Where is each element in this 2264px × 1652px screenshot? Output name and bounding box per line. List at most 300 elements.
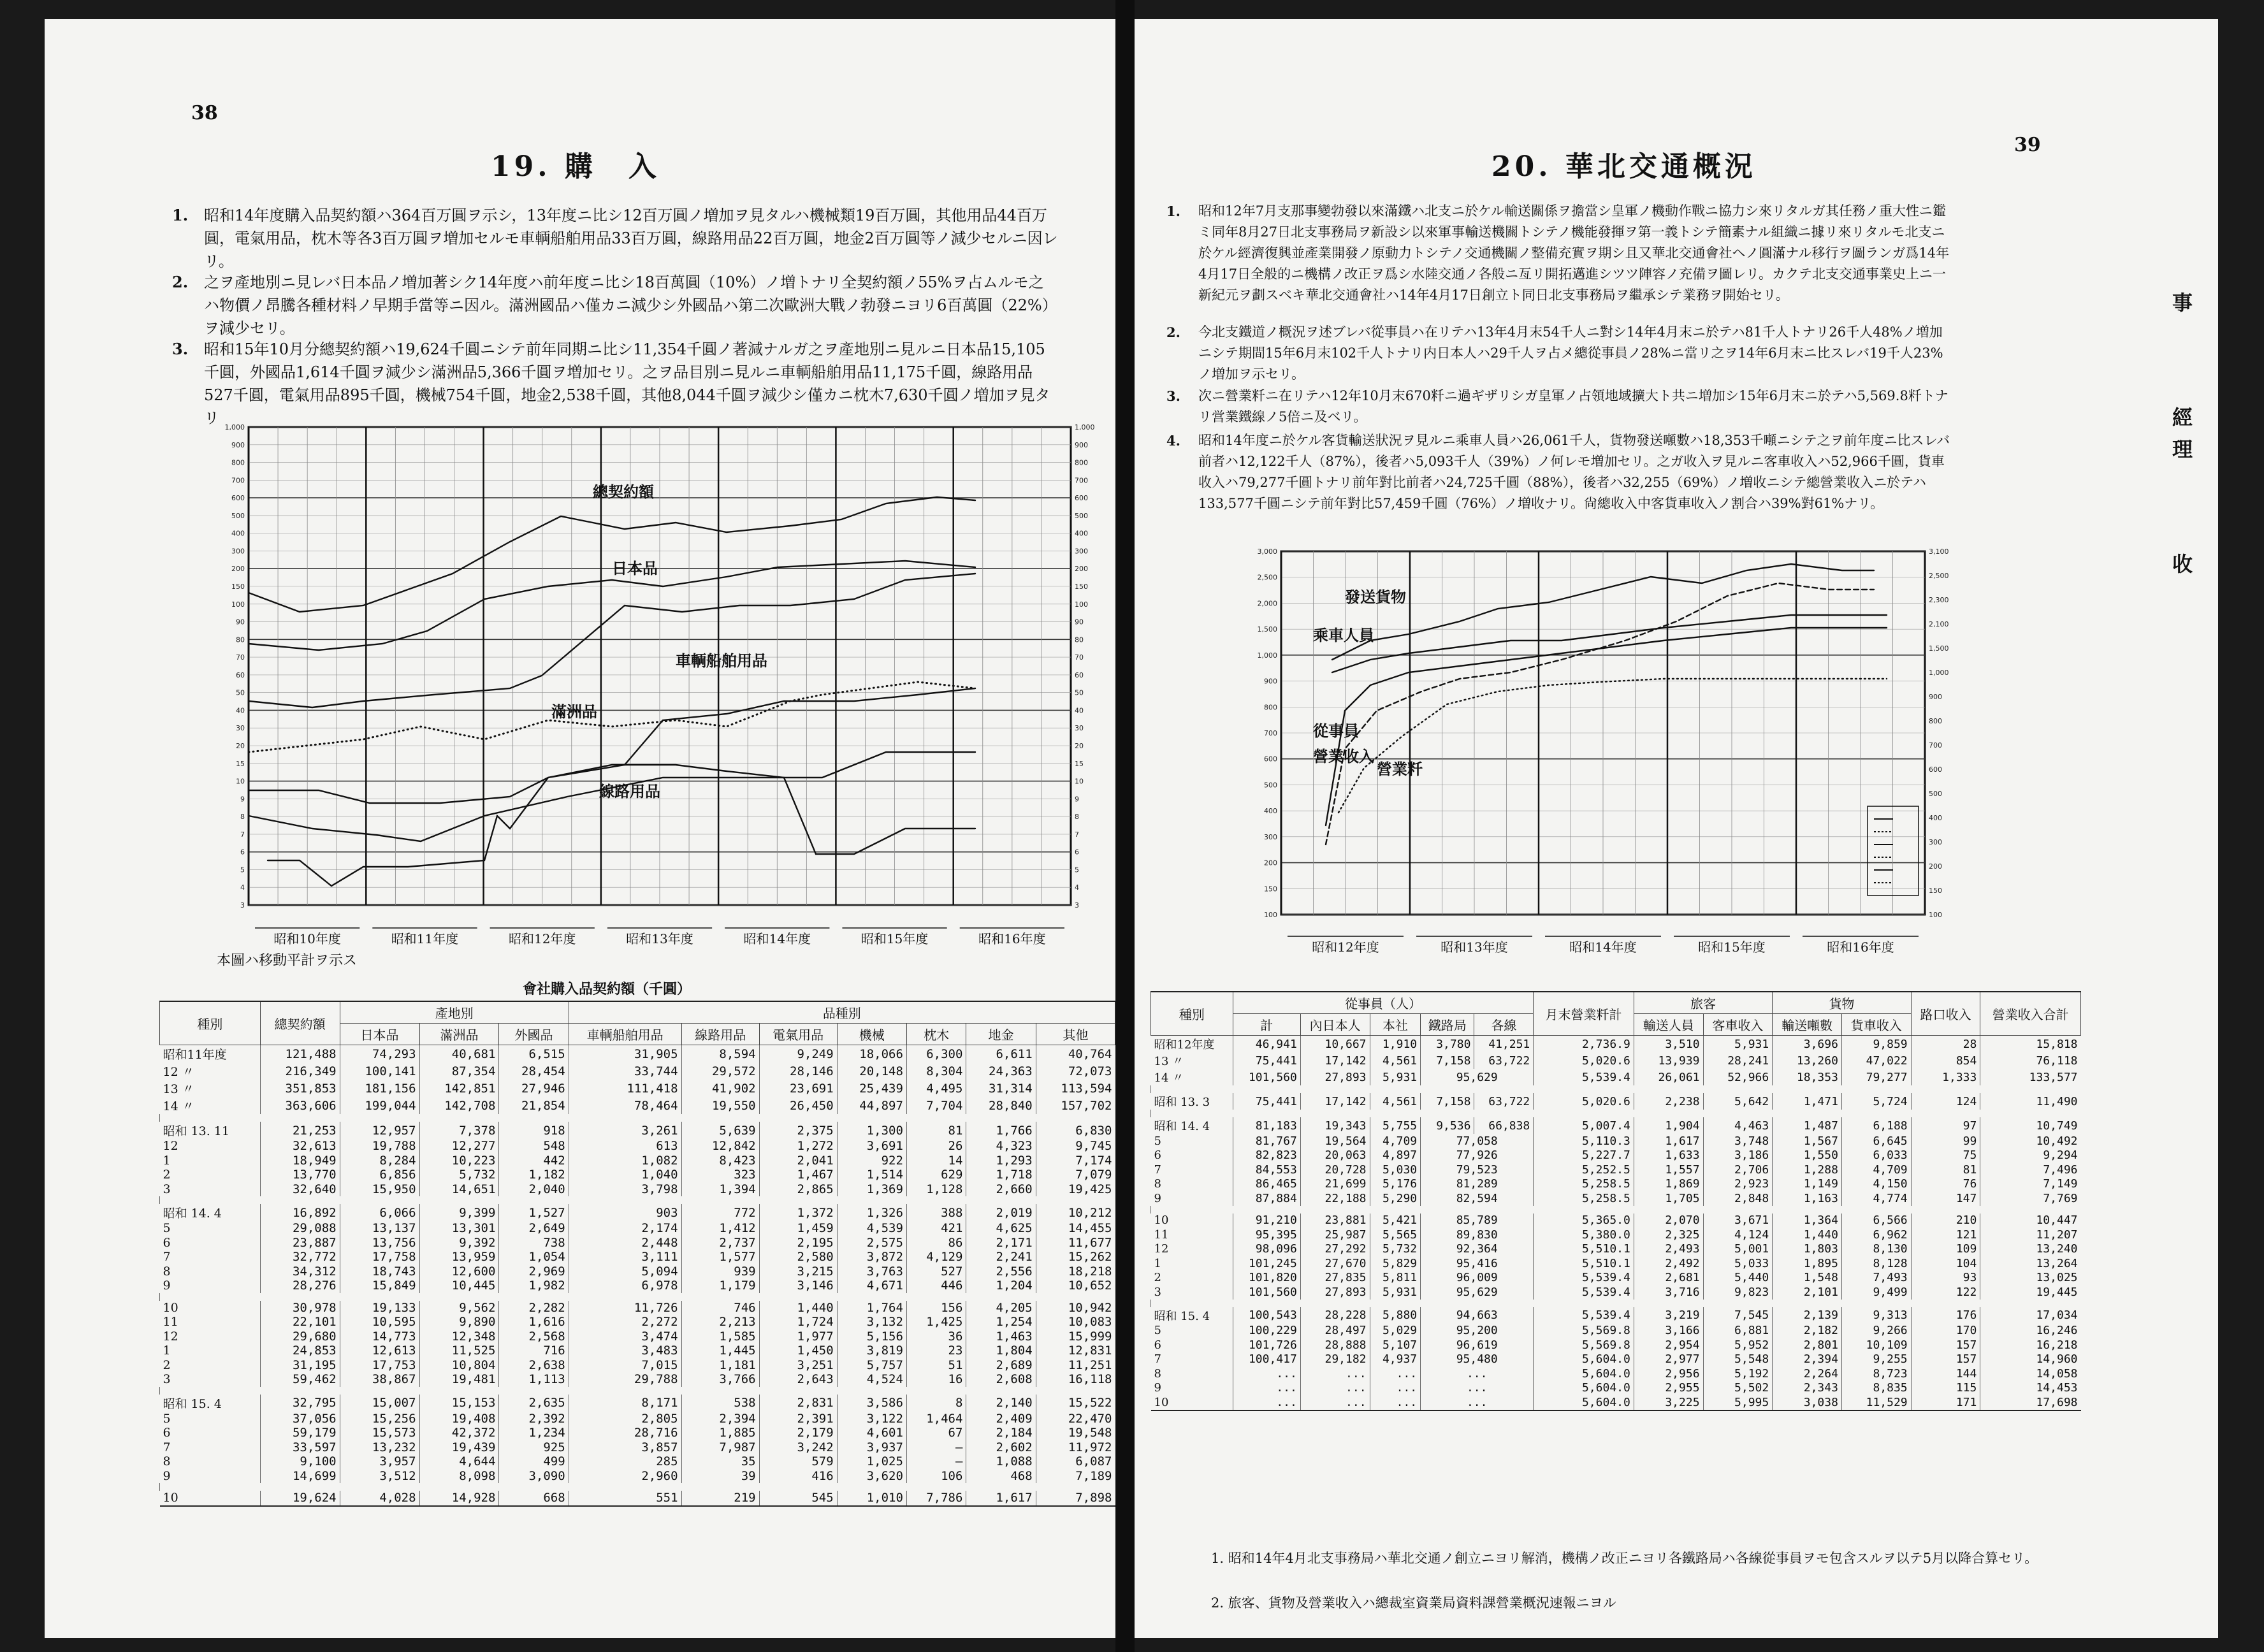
transport-chart — [1217, 545, 2001, 966]
paragraph-number: 3. — [172, 340, 189, 358]
y-tick-right: 300 — [1929, 838, 1942, 846]
y-tick-right: 30 — [1075, 724, 1084, 733]
table-cell: 499 — [499, 1454, 569, 1469]
table-cell: 18,218 — [1036, 1264, 1115, 1279]
row-spacer — [160, 1196, 1115, 1204]
table-cell: 2,580 — [759, 1250, 837, 1264]
table-cell: 285 — [569, 1454, 681, 1469]
y-tick-left: 500 — [1264, 781, 1277, 790]
table-cell: 4,124 — [1703, 1228, 1773, 1242]
table-cell: 5,252.5 — [1534, 1163, 1634, 1177]
table-row — [160, 1395, 1115, 1412]
col-sleepers: 枕木 — [906, 1024, 966, 1045]
table-cell: 1,425 — [906, 1315, 966, 1330]
table-row — [1151, 1214, 2081, 1228]
table-cell: 5,007.4 — [1534, 1117, 1634, 1134]
table-cell: 171 — [1911, 1395, 1980, 1410]
table-cell: 40,681 — [419, 1045, 499, 1063]
table-cell: 15,573 — [340, 1426, 419, 1440]
table-cell: 2,238 — [1634, 1093, 1703, 1110]
col-crossing: 路口收入 — [1911, 992, 1980, 1036]
table-cell: 1,254 — [966, 1315, 1036, 1330]
table-cell: 101,560 — [1233, 1285, 1300, 1300]
row-label: 10 — [163, 1491, 178, 1505]
table-cell: 11,490 — [1980, 1093, 2081, 1110]
table-cell: 1,288 — [1773, 1163, 1842, 1177]
table-cell: 75,441 — [1233, 1093, 1300, 1110]
spacer-cell — [160, 1483, 1115, 1491]
y-tick-left: 7 — [240, 830, 245, 839]
table-cell: 1,369 — [837, 1182, 906, 1197]
table-cell: 13,959 — [419, 1250, 499, 1264]
table-cell: 416 — [759, 1469, 837, 1484]
table-cell: 147 — [1911, 1191, 1980, 1206]
table-cell: 78,464 — [569, 1097, 681, 1114]
table-cell: 28,716 — [569, 1426, 681, 1440]
page-number: 39 — [2014, 134, 2041, 156]
paragraph-number: 2. — [172, 273, 189, 291]
table-cell: 16,218 — [1980, 1338, 2081, 1352]
table-cell: 7,378 — [419, 1122, 499, 1139]
y-tick-left: 40 — [236, 706, 245, 715]
table-cell: 13,301 — [419, 1221, 499, 1236]
table-cell: 5,604.0 — [1534, 1395, 1634, 1410]
table-cell: 5,565 — [1370, 1228, 1421, 1242]
side-label: 事 — [2172, 291, 2193, 315]
table-row — [160, 1412, 1115, 1426]
paragraph-number: 3. — [1166, 388, 1180, 404]
table-cell: 545 — [759, 1491, 837, 1506]
fiscal-year-label: 昭和12年度 — [1312, 939, 1379, 955]
table-cell: 81,289 — [1421, 1177, 1534, 1192]
table-cell: 15,256 — [340, 1412, 419, 1426]
table-cell: 1,054 — [499, 1250, 569, 1264]
table-cell: 1,705 — [1634, 1191, 1703, 1206]
table-cell: 6,611 — [966, 1045, 1036, 1063]
table-cell: 16,246 — [1980, 1324, 2081, 1338]
row-spacer — [160, 1293, 1115, 1301]
table-cell: 14,058 — [1980, 1366, 2081, 1381]
y-tick-left: 4 — [240, 883, 245, 892]
table-cell: 2,041 — [759, 1154, 837, 1168]
table-cell: 2,184 — [966, 1426, 1036, 1440]
table-cell: 19,439 — [419, 1440, 499, 1455]
y-tick-right: 60 — [1075, 670, 1084, 679]
table-cell: 21,854 — [499, 1097, 569, 1114]
table-cell: 5,642 — [1703, 1093, 1773, 1110]
col-manchuria: 滿洲品 — [419, 1024, 499, 1045]
y-tick-left: 200 — [1264, 859, 1277, 867]
table-cell: 2,394 — [681, 1412, 759, 1426]
fiscal-year-label: 昭和12年度 — [508, 931, 576, 946]
table-cell: 46,941 — [1233, 1036, 1300, 1053]
table-cell: 2,492 — [1634, 1256, 1703, 1271]
table-cell: 9,536 — [1421, 1117, 1474, 1134]
table-cell: 10,667 — [1300, 1036, 1370, 1053]
table-cell: ... — [1233, 1395, 1300, 1410]
row-spacer — [1151, 1110, 2081, 1117]
table-cell: 19,550 — [681, 1097, 759, 1114]
row-label: 昭和 14. 4 — [1154, 1120, 1210, 1133]
table-cell: 1,764 — [837, 1301, 906, 1315]
paragraph-3 — [172, 338, 1058, 430]
table-cell: 12,277 — [419, 1139, 499, 1154]
table-cell: 1,326 — [837, 1204, 906, 1221]
table-cell: 1,803 — [1773, 1242, 1842, 1257]
table-cell: 7,987 — [681, 1440, 759, 1455]
table-cell: 5,510.1 — [1534, 1256, 1634, 1271]
table-cell: 5,569.8 — [1534, 1338, 1634, 1352]
table-cell: 1,088 — [966, 1454, 1036, 1469]
table-cell: 8,835 — [1841, 1381, 1911, 1396]
y-tick-left: 100 — [1264, 911, 1277, 919]
table-cell: 6,188 — [1841, 1117, 1911, 1134]
row-label: 7 — [163, 1250, 171, 1264]
chart-curve — [249, 574, 975, 707]
table-cell: 1,082 — [569, 1154, 681, 1168]
table-cell: 10,749 — [1980, 1117, 2081, 1134]
table-row — [160, 1080, 1115, 1097]
table-cell: 156 — [906, 1301, 966, 1315]
table-cell: 3,748 — [1703, 1134, 1773, 1148]
table-cell: 7,769 — [1980, 1191, 2081, 1206]
table-cell: 421 — [906, 1221, 966, 1236]
paragraph-1 — [172, 204, 1058, 273]
table-cell: 97 — [1911, 1117, 1980, 1134]
table-row — [160, 1097, 1115, 1114]
table-cell: 5,258.5 — [1534, 1191, 1634, 1206]
y-tick-right: 200 — [1075, 565, 1088, 574]
table-cell: 27,893 — [1300, 1069, 1370, 1085]
table-cell: 4,028 — [340, 1491, 419, 1506]
table-row — [160, 1182, 1115, 1197]
table-cell: 27,893 — [1300, 1285, 1370, 1300]
table-cell: 7,493 — [1841, 1271, 1911, 1286]
table-cell: ... — [1300, 1395, 1370, 1410]
y-tick-left: 1,000 — [224, 423, 245, 431]
table-cell: 19,408 — [419, 1412, 499, 1426]
table-cell: 1,272 — [759, 1139, 837, 1154]
y-tick-right: 150 — [1929, 887, 1942, 895]
row-label: 9 — [1154, 1191, 1161, 1205]
table-cell: 2,139 — [1773, 1307, 1842, 1324]
y-tick-left: 700 — [231, 476, 245, 485]
y-tick-right: 200 — [1929, 862, 1942, 871]
table-cell: 2,649 — [499, 1221, 569, 1236]
fiscal-year-label: 昭和15年度 — [1698, 939, 1766, 955]
fiscal-year-label: 昭和16年度 — [1827, 939, 1894, 955]
table-cell: 3,671 — [1703, 1214, 1773, 1228]
table-cell: 72,073 — [1036, 1062, 1115, 1080]
y-tick-right: 500 — [1929, 790, 1942, 798]
table-cell: 11,529 — [1841, 1395, 1911, 1410]
col-japan: 日本品 — [340, 1024, 419, 1045]
table-cell: 157 — [1911, 1338, 1980, 1352]
table-cell: 4,129 — [906, 1250, 966, 1264]
table-row — [1151, 1134, 2081, 1148]
table-cell: 18,949 — [260, 1154, 340, 1168]
y-tick-left: 100 — [231, 600, 245, 609]
table-cell: 75,441 — [1233, 1052, 1300, 1069]
table-cell: 3,146 — [759, 1279, 837, 1293]
table-cell: 74,293 — [340, 1045, 419, 1063]
table-cell: 27,292 — [1300, 1242, 1370, 1257]
paragraph-number: 1. — [1166, 203, 1180, 219]
y-tick-left: 600 — [1264, 755, 1277, 764]
page-number: 38 — [191, 102, 218, 124]
y-tick-right: 3 — [1075, 901, 1079, 909]
table-cell: 14,651 — [419, 1182, 499, 1197]
table-cell: 2,174 — [569, 1221, 681, 1236]
table-cell: 613 — [569, 1139, 681, 1154]
table-cell: 44,897 — [837, 1097, 906, 1114]
col-passenger-revenue: 客車收入 — [1703, 1014, 1773, 1036]
col-freight-revenue: 貨車收入 — [1841, 1014, 1911, 1036]
table-cell: 28,888 — [1300, 1338, 1370, 1352]
table-cell: 3,766 — [681, 1372, 759, 1387]
row-label: 12 — [1154, 1242, 1169, 1256]
table-cell: 17,142 — [1300, 1093, 1370, 1110]
table-cell: 5,604.0 — [1534, 1366, 1634, 1381]
table-cell: 2,689 — [966, 1358, 1036, 1373]
table-cell: 538 — [681, 1395, 759, 1412]
y-tick-right: 900 — [1075, 440, 1088, 449]
table-cell: ... — [1421, 1381, 1534, 1396]
y-tick-left: 900 — [231, 440, 245, 449]
row-label: 5 — [163, 1221, 171, 1236]
y-tick-left: 60 — [236, 670, 245, 679]
table-cell: 6,978 — [569, 1279, 681, 1293]
row-label: 昭和 15. 4 — [1154, 1309, 1210, 1323]
table-cell: 181,156 — [340, 1080, 419, 1097]
table-cell: 33,597 — [260, 1440, 340, 1455]
table-row — [160, 1358, 1115, 1373]
table-cell: 5,001 — [1703, 1242, 1773, 1257]
table-cell: 23,691 — [759, 1080, 837, 1097]
table-cell: 5,227.7 — [1534, 1148, 1634, 1163]
table-cell: 5,030 — [1370, 1163, 1421, 1177]
y-tick-left: 1,000 — [1257, 651, 1277, 660]
table-cell: 12,600 — [419, 1264, 499, 1279]
table-cell: 216,349 — [260, 1062, 340, 1080]
table-row — [160, 1454, 1115, 1469]
table-cell: 31,195 — [260, 1358, 340, 1373]
row-label: 2 — [163, 1168, 171, 1182]
col-group-origin: 產地別 — [340, 1001, 569, 1024]
table-cell: 47,022 — [1841, 1052, 1911, 1069]
table-cell: 1,333 — [1911, 1069, 1980, 1085]
table-cell: 81 — [1911, 1163, 1980, 1177]
table-cell: 7,898 — [1036, 1491, 1115, 1506]
table-cell: 22,470 — [1036, 1412, 1115, 1426]
table-row — [1151, 1093, 2081, 1110]
table-cell: 5,258.5 — [1534, 1177, 1634, 1192]
table-cell: 59,462 — [260, 1372, 340, 1387]
table-cell: 3,215 — [759, 1264, 837, 1279]
table-row — [1151, 1242, 2081, 1257]
fiscal-year-label: 昭和10年度 — [273, 931, 341, 946]
table-cell: 100,543 — [1233, 1307, 1300, 1324]
table-cell: 6,300 — [906, 1045, 966, 1063]
table-cell: 96,009 — [1421, 1271, 1534, 1286]
row-spacer — [1151, 1206, 2081, 1214]
table-cell: 31,905 — [569, 1045, 681, 1063]
table-cell: 13,939 — [1634, 1052, 1703, 1069]
y-tick-right: 500 — [1075, 511, 1088, 520]
row-label: 9 — [163, 1468, 171, 1483]
table-cell: 21,699 — [1300, 1177, 1370, 1192]
table-row — [1151, 1177, 2081, 1192]
table-cell: 1,904 — [1634, 1117, 1703, 1134]
table-cell: 6,881 — [1703, 1324, 1773, 1338]
table-cell: 7,545 — [1703, 1307, 1773, 1324]
table-cell: 95,200 — [1421, 1324, 1534, 1338]
table-row — [160, 1045, 1115, 1063]
table-cell: 1,895 — [1773, 1256, 1842, 1271]
table-row — [160, 1491, 1115, 1506]
series-label: 滿洲品 — [551, 702, 597, 721]
table-cell: 2,556 — [966, 1264, 1036, 1279]
table-cell: 11,251 — [1036, 1358, 1115, 1373]
table-cell: 2,040 — [499, 1182, 569, 1197]
table-cell: ... — [1421, 1395, 1534, 1410]
table-cell: 8,098 — [419, 1469, 499, 1484]
y-tick-right: 400 — [1075, 529, 1088, 538]
table-cell: 12,348 — [419, 1330, 499, 1344]
y-tick-left: 800 — [1264, 703, 1277, 712]
row-label: 12 〃 — [163, 1065, 194, 1079]
table-cell: 5,755 — [1370, 1117, 1421, 1134]
table-cell: 323 — [681, 1168, 759, 1182]
table-cell: — — [906, 1440, 966, 1455]
row-label: 3 — [1154, 1285, 1161, 1299]
y-tick-left: 150 — [231, 583, 245, 591]
table-cell: 3,122 — [837, 1412, 906, 1426]
table-row — [160, 1469, 1115, 1484]
table-cell: 1,471 — [1773, 1093, 1842, 1110]
table-cell: 1,364 — [1773, 1214, 1842, 1228]
table-cell: 5,290 — [1370, 1191, 1421, 1206]
table-cell: 3,166 — [1634, 1324, 1703, 1338]
paragraph-1 — [1166, 201, 1950, 306]
y-tick-left: 6 — [240, 848, 245, 857]
table-cell: 2,213 — [681, 1315, 759, 1330]
table-cell: 9,859 — [1841, 1036, 1911, 1053]
table-cell: 3,261 — [569, 1122, 681, 1139]
table-cell: 5,952 — [1703, 1338, 1773, 1352]
y-tick-left: 700 — [1264, 729, 1277, 737]
table-cell: 16,892 — [260, 1204, 340, 1221]
table-cell: 10,492 — [1980, 1134, 2081, 1148]
row-label: 13 〃 — [163, 1082, 194, 1096]
fiscal-year-label: 昭和14年度 — [1569, 939, 1637, 955]
table-cell: 2,391 — [759, 1412, 837, 1426]
table-cell: 39 — [681, 1469, 759, 1484]
y-tick-right: 700 — [1075, 476, 1088, 485]
col-kind: 種別 — [160, 1001, 261, 1045]
table-cell: 6,066 — [340, 1204, 419, 1221]
table-cell: 38,867 — [340, 1372, 419, 1387]
table-cell: 95,395 — [1233, 1228, 1300, 1242]
left-page — [45, 19, 1115, 1638]
paragraph-number: 4. — [1166, 433, 1180, 449]
table-cell: 92,364 — [1421, 1242, 1534, 1257]
col-revenue-total: 營業收入合計 — [1980, 992, 2081, 1036]
table-cell: 3,798 — [569, 1182, 681, 1197]
col-group-passenger: 旅客 — [1634, 992, 1772, 1014]
row-label: 5 — [1154, 1134, 1161, 1148]
table-cell: 2,375 — [759, 1122, 837, 1139]
table-cell: 2,171 — [966, 1236, 1036, 1250]
table-cell: 10,447 — [1980, 1214, 2081, 1228]
y-tick-left: 1,500 — [1257, 625, 1277, 634]
table-cell: 5,156 — [837, 1330, 906, 1344]
y-tick-right: 1,500 — [1929, 644, 1949, 653]
table-row — [160, 1221, 1115, 1236]
table-cell: ... — [1300, 1381, 1370, 1396]
y-tick-left: 10 — [236, 777, 245, 786]
table-row — [1151, 1381, 2081, 1396]
table-cell: 29,182 — [1300, 1352, 1370, 1367]
y-tick-right: 700 — [1929, 741, 1942, 750]
col-total: 總契約額 — [260, 1001, 340, 1045]
table-cell: 1,616 — [499, 1315, 569, 1330]
table-cell: 2,409 — [966, 1412, 1036, 1426]
table-cell: 5,539.4 — [1534, 1069, 1634, 1085]
table-cell: 4,709 — [1370, 1134, 1421, 1148]
table-cell: 3,225 — [1634, 1395, 1703, 1410]
table-cell: 2,831 — [759, 1395, 837, 1412]
table-cell: 1,300 — [837, 1122, 906, 1139]
table-cell: 4,561 — [1370, 1093, 1421, 1110]
table-cell: 9,255 — [1841, 1352, 1911, 1367]
table-cell: 17,698 — [1980, 1395, 2081, 1410]
y-tick-left: 300 — [231, 547, 245, 556]
table-cell: ... — [1233, 1366, 1300, 1381]
table-cell: 579 — [759, 1454, 837, 1469]
table-cell: 106 — [906, 1469, 966, 1484]
table-cell: 8,171 — [569, 1395, 681, 1412]
table-row — [160, 1426, 1115, 1440]
row-label: 6 — [163, 1235, 171, 1250]
table-cell: 1,487 — [1773, 1117, 1842, 1134]
table-cell: 21,253 — [260, 1122, 340, 1139]
table-cell: 3,620 — [837, 1469, 906, 1484]
table-cell: 22,101 — [260, 1315, 340, 1330]
table-cell: 3,242 — [759, 1440, 837, 1455]
paragraph-text: 昭和14年度購入品契約額ハ364百万圓ヲ示シ，13年度ニ比シ12百万圓ノ増加ヲ見タルハ機械類19百万圓，其他用品44百万圓，電氣用品，枕木等各3百万圓ヲ増加セルモ車輌船舶用品33百万圓，線路用品22百万圓，地金2百万圓等ノ減少セルニ因レリ。 — [204, 207, 1058, 270]
table-cell: 10,942 — [1036, 1301, 1115, 1315]
table-cell: — — [906, 1454, 966, 1469]
table-cell: 5,931 — [1703, 1036, 1773, 1053]
table-cell: 86,465 — [1233, 1177, 1300, 1192]
table-cell: 1,204 — [966, 1279, 1036, 1293]
table-cell: 1,910 — [1370, 1036, 1421, 1053]
row-label: 2 — [163, 1358, 171, 1372]
table-cell: 7,079 — [1036, 1168, 1115, 1182]
table-cell: 4,774 — [1841, 1191, 1911, 1206]
table-cell: 144 — [1911, 1366, 1980, 1381]
table-cell: 10,109 — [1841, 1338, 1911, 1352]
table-cell: 1,463 — [966, 1330, 1036, 1344]
table-cell: 67 — [906, 1426, 966, 1440]
table-cell: 2,182 — [1773, 1324, 1842, 1338]
table-cell: 2,635 — [499, 1395, 569, 1412]
y-tick-left: 2,500 — [1257, 573, 1277, 582]
table-cell: 11,525 — [419, 1344, 499, 1358]
table-cell: 14,699 — [260, 1469, 340, 1484]
table-cell: 12,842 — [681, 1139, 759, 1154]
